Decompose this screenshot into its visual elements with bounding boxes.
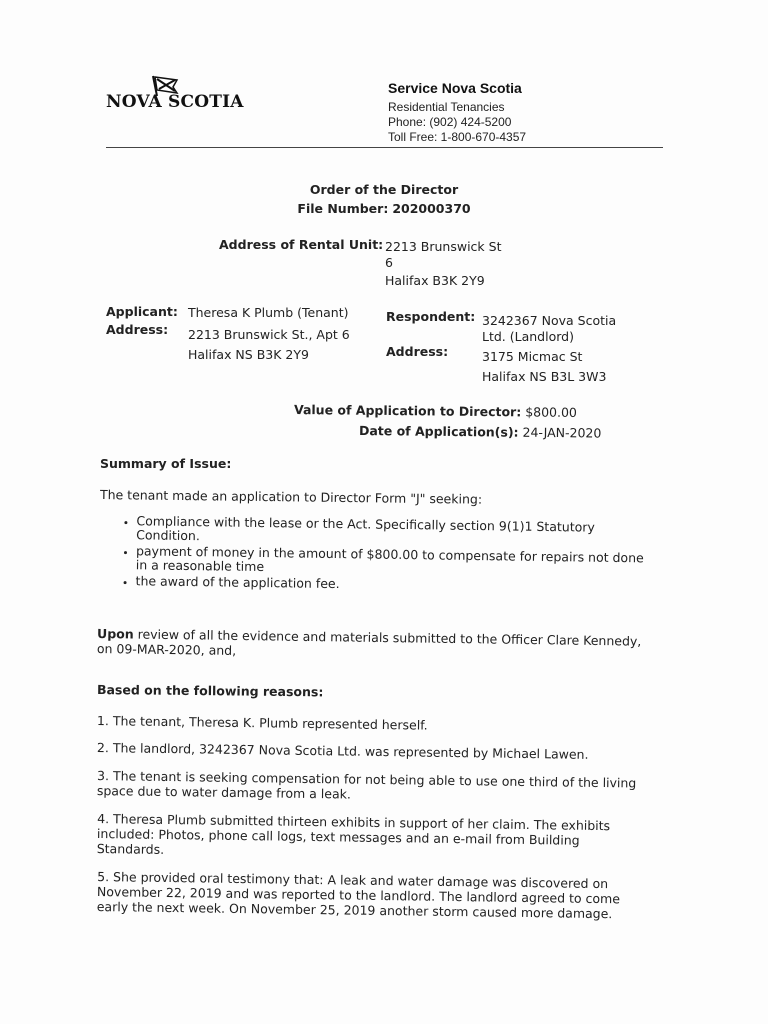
respondent-name-line: 3242367 Nova Scotia xyxy=(482,313,617,328)
service-block xyxy=(388,80,526,145)
respondent-label: Respondent: xyxy=(386,309,476,324)
reason-item: 1. The tenant, Theresa K. Plumb represented herself. xyxy=(96,713,428,733)
summary-bullet: • payment of money in the amount of $800.00 to compensate for repairs not done in a reasonable time xyxy=(136,544,653,579)
applicant-address xyxy=(188,325,350,365)
rental-address-line: Halifax B3K 2Y9 xyxy=(385,273,485,288)
review-paragraph xyxy=(97,626,657,664)
reasons-heading: Based on the following reasons: xyxy=(96,682,324,700)
applicant-address-line: Halifax NS B3K 2Y9 xyxy=(188,347,309,362)
application-date-line xyxy=(359,423,602,442)
rental-address xyxy=(385,239,501,289)
service-line: Residential Tenancies xyxy=(388,100,505,114)
applicant-address-label: Address: xyxy=(106,322,169,337)
respondent-name xyxy=(482,313,616,345)
rental-address-label: Address of Rental Unit: xyxy=(219,237,384,252)
rental-address-line: 6 xyxy=(385,255,393,270)
respondent-address-label: Address: xyxy=(386,344,449,359)
application-value-line xyxy=(294,402,577,421)
summary-bullet: • the award of the application fee. xyxy=(135,574,652,595)
applicant-address-line: 2213 Brunswick St., Apt 6 xyxy=(188,327,350,342)
respondent-name-line: Ltd. (Landlord) xyxy=(482,329,574,344)
order-title: Order of the Director xyxy=(309,182,459,197)
service-toll-free: Toll Free: 1-800-670-4357 xyxy=(388,130,527,144)
review-text: review of all the evidence and materials submitted to the Officer Clare Kennedy, on 09-MAR-2020, and, xyxy=(96,626,642,658)
summary-bullet: • Compliance with the lease or the Act. Specifically section 9(1)1 Statutory Condition. xyxy=(136,514,653,549)
respondent-address xyxy=(482,347,606,387)
summary-intro: The tenant made an application to Director Form "J" seeking: xyxy=(99,487,483,507)
reason-item: 4. Theresa Plumb submitted thirteen exhibits in support of her claim. The exhibits included: Photos, phone call logs, text messages and an e-mail from Building Standards. xyxy=(96,811,611,857)
applicant-name: Theresa K Plumb (Tenant) xyxy=(188,305,349,320)
flag-icon xyxy=(151,74,181,96)
upon-word: Upon xyxy=(97,626,134,642)
logo-text: NOVA SCOTIA xyxy=(106,92,244,112)
file-number-line xyxy=(0,201,768,216)
respondent-address-line: 3175 Micmac St xyxy=(482,349,583,364)
summary-list xyxy=(117,514,653,597)
service-title: Service Nova Scotia xyxy=(388,80,522,96)
application-value-label: Value of Application to Director: xyxy=(293,402,522,420)
application-date: 24-JAN-2020 xyxy=(522,424,602,441)
reason-item: 5. She provided oral testimony that: A leak and water damage was discovered on November 22, 2019 and was reported to the landlord. The landlord agreed to come early the next week. On November 25, 2019 another storm caused more damage. xyxy=(96,869,621,922)
summary-heading: Summary of Issue: xyxy=(100,456,232,471)
applicant-label: Applicant: xyxy=(106,304,178,319)
service-phone: Phone: (902) 424-5200 xyxy=(388,115,512,129)
reason-item: 2. The landlord, 3242367 Nova Scotia Ltd. was represented by Michael Lawen. xyxy=(96,740,589,762)
file-number-label: File Number: xyxy=(297,201,389,216)
rental-address-line: 2213 Brunswick St xyxy=(385,239,502,254)
reason-item: 3. The tenant is seeking compensation for not being able to use one third of the living space due to water damage from a leak. xyxy=(96,768,637,802)
application-date-label: Date of Application(s): xyxy=(358,423,519,440)
file-number-value: 202000370 xyxy=(392,201,471,216)
respondent-address-line: Halifax NS B3L 3W3 xyxy=(482,369,607,384)
nova-scotia-logo xyxy=(106,74,244,112)
application-value: $800.00 xyxy=(525,404,578,420)
header-divider xyxy=(106,147,663,148)
